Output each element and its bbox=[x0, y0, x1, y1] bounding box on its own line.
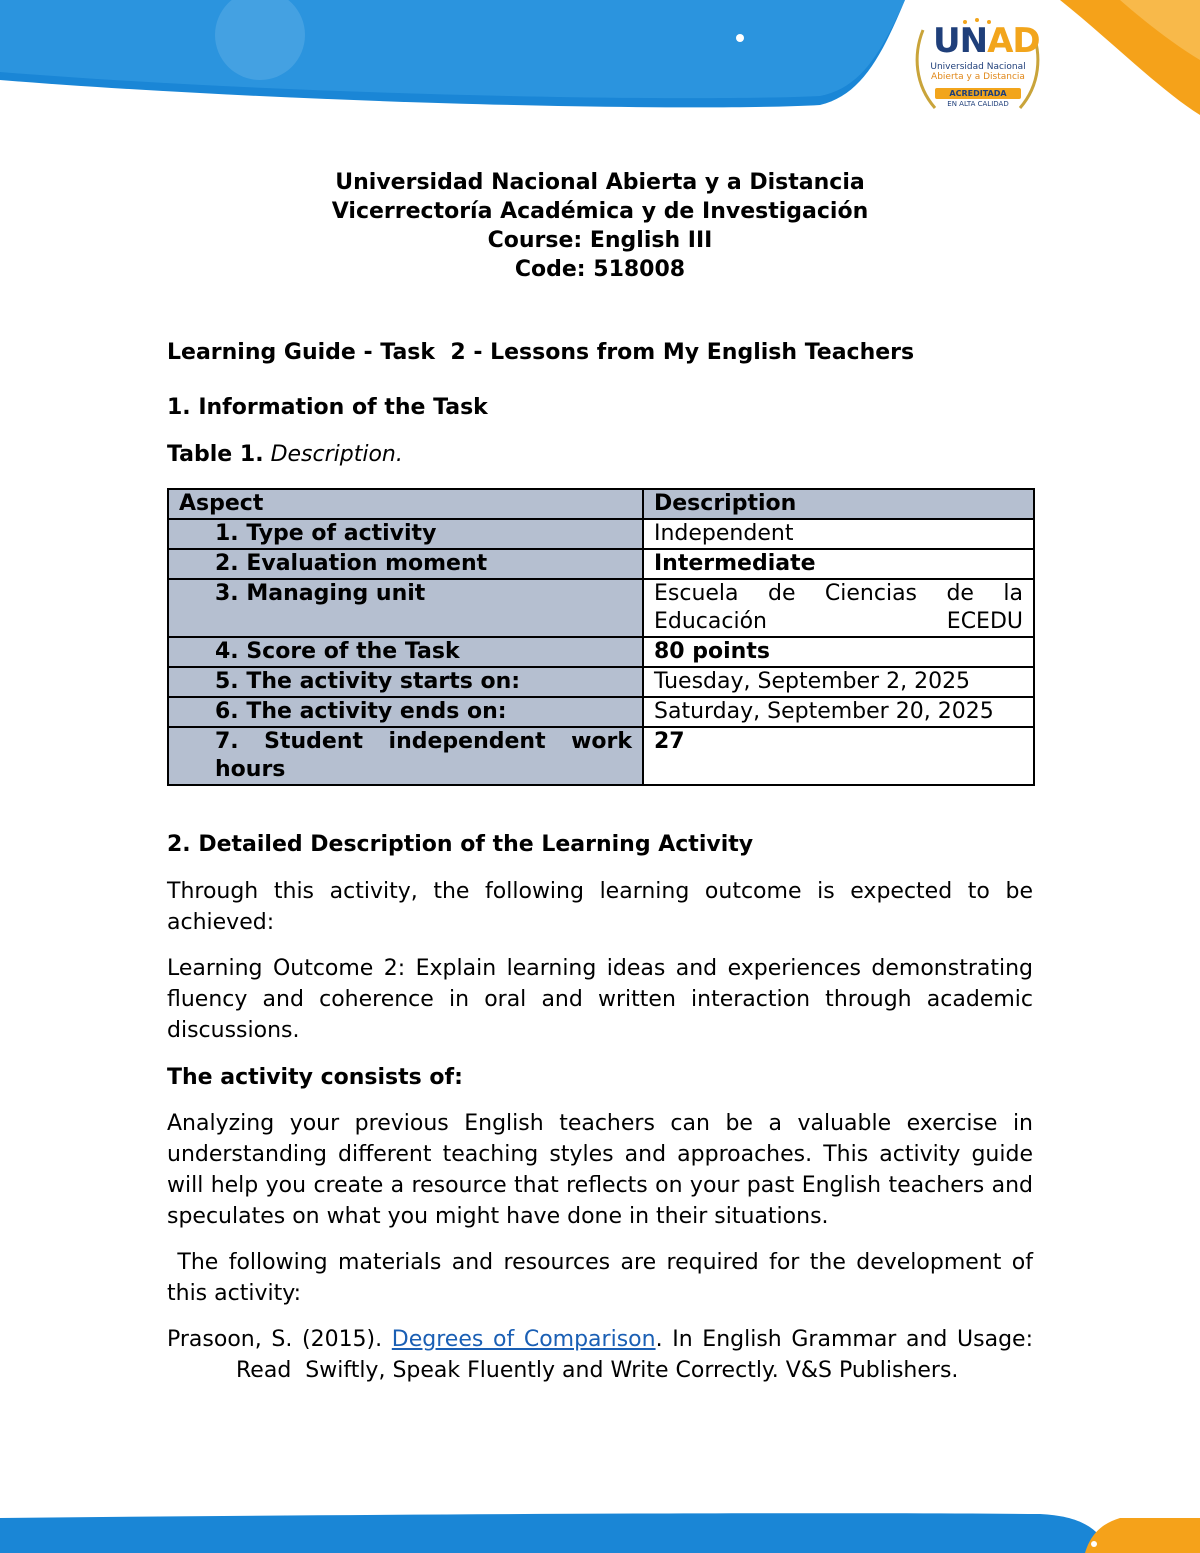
activity-consists-heading: The activity consists of: bbox=[167, 1065, 463, 1090]
table-row bbox=[168, 697, 1034, 727]
table-caption-text: Description. bbox=[270, 442, 403, 467]
course-code: Code: 518008 bbox=[514, 257, 686, 282]
aspect-cell: 5. The activity starts on: bbox=[168, 667, 643, 697]
table-row bbox=[168, 637, 1034, 667]
value-cell: Independent bbox=[643, 519, 1034, 549]
vice-rectory: Vicerrectoría Académica y de Investigación bbox=[331, 199, 869, 224]
table-header-row bbox=[168, 489, 1034, 519]
aspect-cell: 2. Evaluation moment bbox=[168, 549, 643, 579]
accreditation-badge: ACREDITADA bbox=[935, 88, 1021, 99]
unad-logo: UNAD Universidad Nacional Abierta y a Distancia ACREDITADA EN ALTA CALIDAD bbox=[905, 10, 1050, 115]
guide-title: Learning Guide - Task 2 - Lessons from My English Teachers bbox=[167, 340, 915, 365]
table-row bbox=[168, 549, 1034, 579]
table-caption-label: Table 1. bbox=[167, 442, 264, 467]
reference-link[interactable]: Degrees of Comparison bbox=[391, 1327, 656, 1352]
aspect-cell: 6. The activity ends on: bbox=[168, 697, 643, 727]
value-cell: 27 bbox=[643, 727, 1034, 785]
value-cell: Escuela de Ciencias de la Educación ECEDU bbox=[643, 579, 1034, 637]
materials-paragraph: The following materials and resources are required for the development of this activity: bbox=[167, 1250, 1040, 1306]
reference-source: . In English Grammar and Usage: Read Swiftly, Speak Fluently and Write Correctly. V&S Publishers. bbox=[236, 1327, 1040, 1383]
value-cell: Tuesday, September 2, 2025 bbox=[643, 667, 1034, 697]
value-cell: Intermediate bbox=[643, 549, 1034, 579]
intro-paragraph: Through this activity, the following learning outcome is expected to be achieved: bbox=[167, 879, 1033, 935]
title-block bbox=[167, 168, 1033, 284]
reference-entry bbox=[167, 1324, 1040, 1386]
reference-author: Prasoon, S. (2015). bbox=[167, 1327, 392, 1352]
university-name: Universidad Nacional Abierta y a Distancia bbox=[335, 170, 865, 195]
description-table bbox=[167, 488, 1035, 786]
col-aspect-header: Aspect bbox=[168, 489, 643, 519]
aspect-cell: 1. Type of activity bbox=[168, 519, 643, 549]
table-row bbox=[168, 519, 1034, 549]
learning-outcome-paragraph: Learning Outcome 2: Explain learning ideas and experiences demonstrating fluency and coherence in oral and written interaction through academic discussions. bbox=[167, 956, 1033, 1043]
course-name: Course: English III bbox=[487, 228, 713, 253]
section1-heading: 1. Information of the Task bbox=[167, 395, 488, 420]
logo-subtitle-2: Abierta y a Distancia bbox=[931, 72, 1025, 82]
footer-banner bbox=[0, 1508, 1200, 1553]
value-cell: 80 points bbox=[643, 637, 1034, 667]
logo-subtitle-1: Universidad Nacional bbox=[930, 62, 1026, 72]
table-row bbox=[168, 727, 1034, 785]
value-cell: Saturday, September 20, 2025 bbox=[643, 697, 1034, 727]
aspect-cell: 4. Score of the Task bbox=[168, 637, 643, 667]
table-row bbox=[168, 667, 1034, 697]
section2-heading: 2. Detailed Description of the Learning Activity bbox=[167, 832, 754, 857]
col-description-header: Description bbox=[643, 489, 1034, 519]
table-caption bbox=[167, 440, 403, 470]
activity-description-paragraph: Analyzing your previous English teachers can be a valuable exercise in understanding different teaching styles and approaches. This activity guide will help you create a resource that reflects on your past English teachers and speculates on what you might have done in their situations. bbox=[167, 1111, 1033, 1229]
table-row bbox=[168, 579, 1034, 637]
accreditation-sub: EN ALTA CALIDAD bbox=[947, 100, 1009, 108]
aspect-cell: 7. Student independent work hours bbox=[168, 727, 643, 785]
aspect-cell: 3. Managing unit bbox=[168, 579, 643, 637]
